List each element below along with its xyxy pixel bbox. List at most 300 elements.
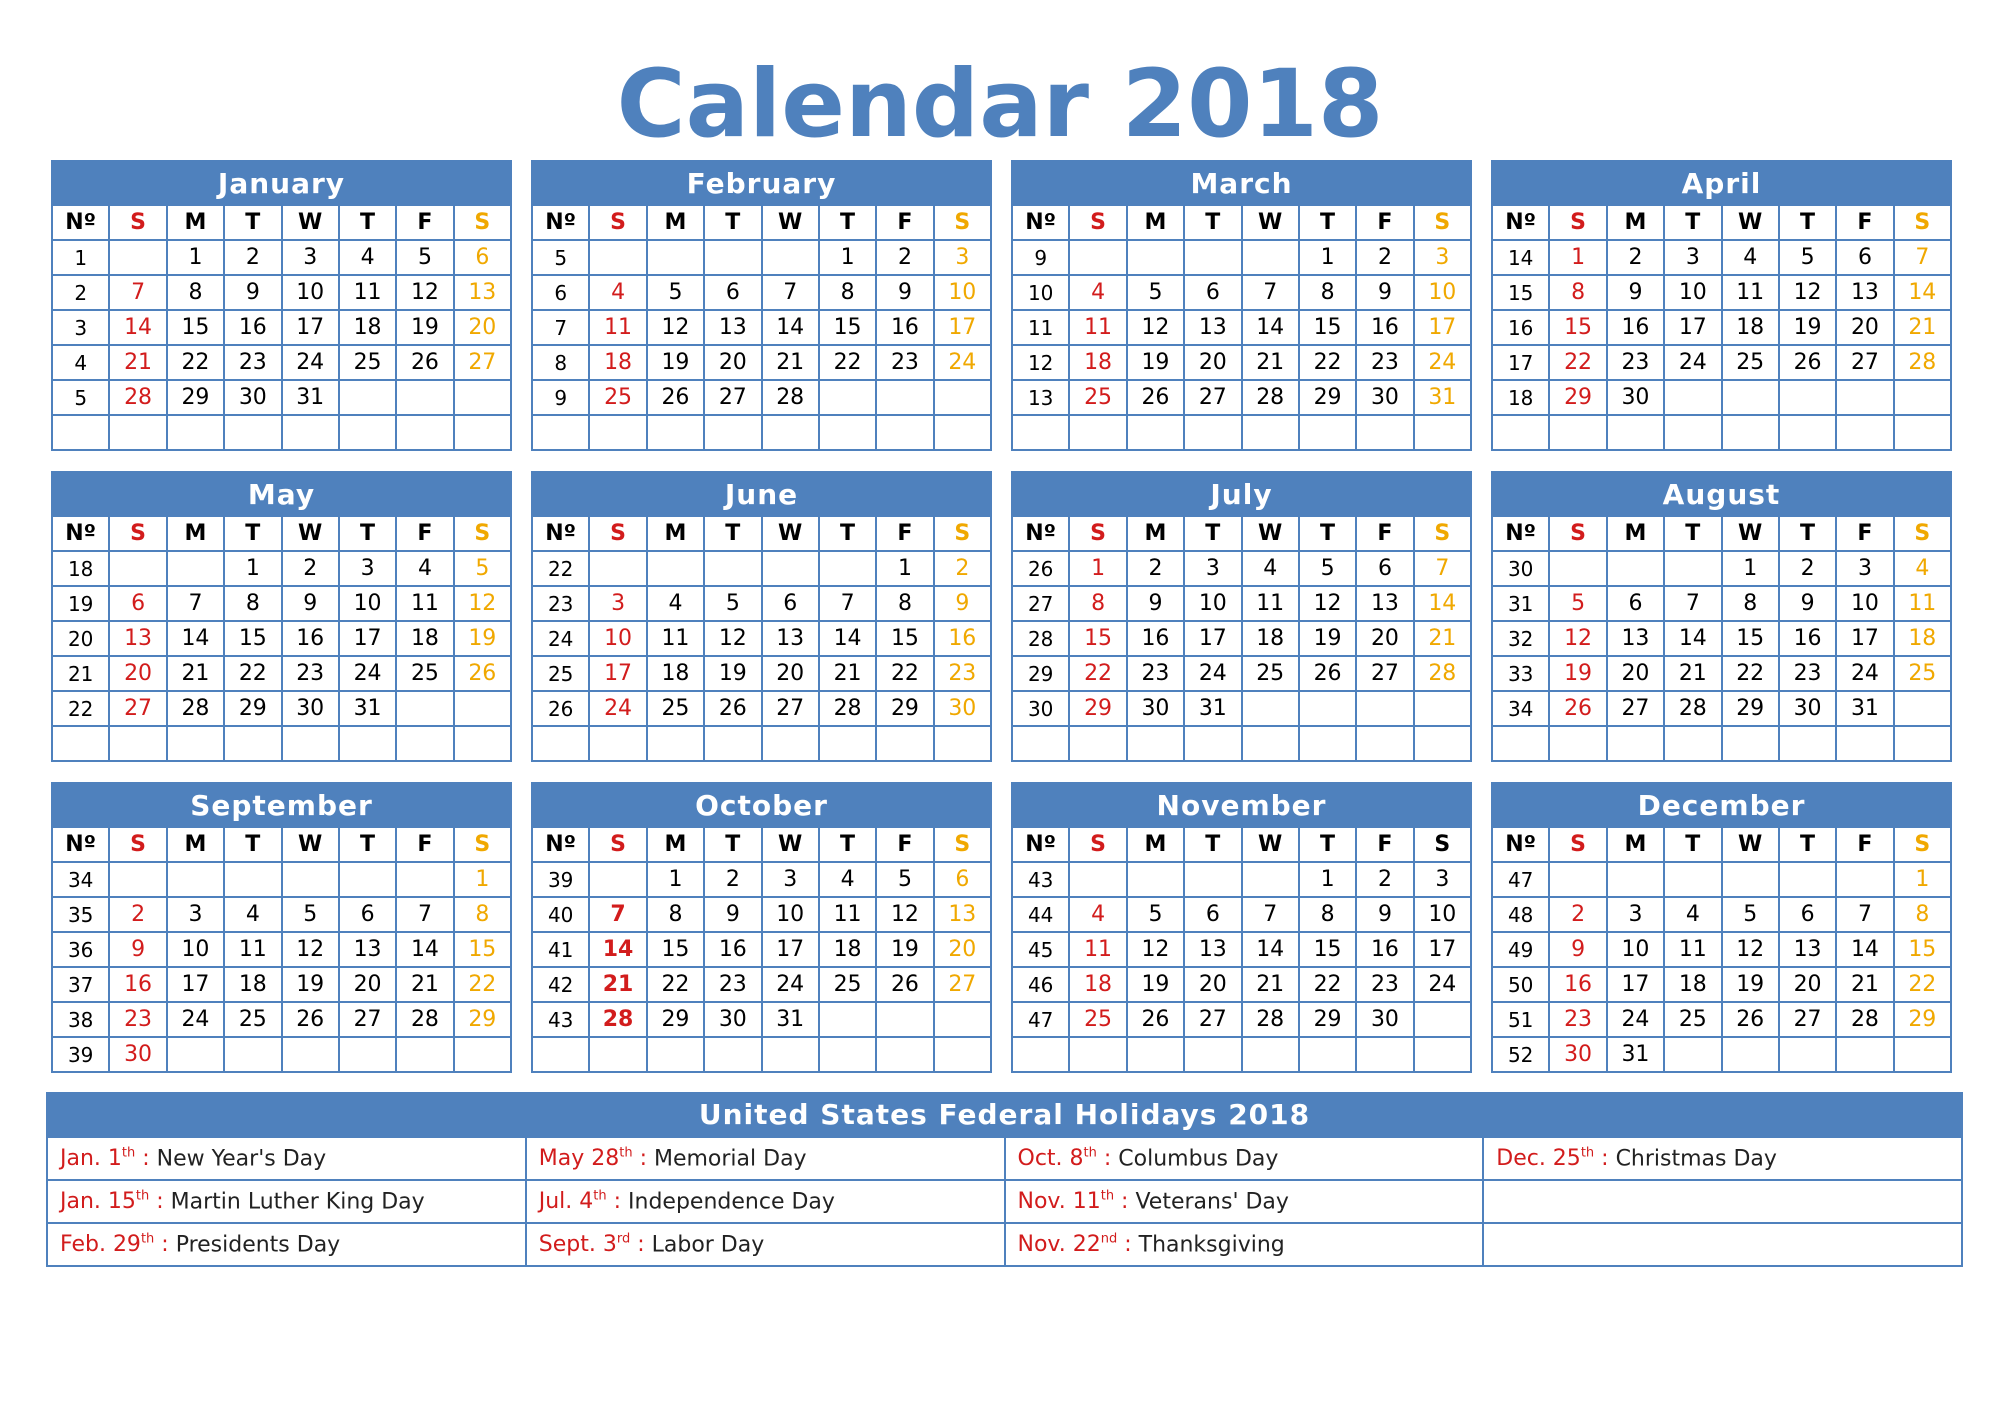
day-cell: 2: [1607, 240, 1664, 275]
weekday-header: T: [1184, 516, 1241, 551]
day-cell: 8: [167, 275, 224, 310]
day-cell: 5: [396, 240, 453, 275]
week-number: 52: [1492, 1037, 1549, 1072]
week-row: [1492, 586, 1951, 621]
day-cell: [589, 726, 646, 761]
day-cell: [1722, 726, 1779, 761]
month-table: [1491, 204, 1952, 451]
weekday-header: S: [109, 516, 166, 551]
day-cell: 13: [1779, 932, 1836, 967]
week-number: [532, 726, 589, 761]
month-august: [1491, 471, 1952, 762]
holiday-name: Independence Day: [628, 1189, 835, 1215]
day-cell: 10: [167, 932, 224, 967]
week-number: 16: [1492, 310, 1549, 345]
day-cell: 21: [167, 656, 224, 691]
week-number-header: Nº: [1012, 205, 1069, 240]
day-cell: 21: [589, 967, 646, 1002]
day-cell: 24: [1607, 1002, 1664, 1037]
weekday-header-row: [52, 205, 511, 240]
weekday-header: T: [1184, 205, 1241, 240]
holiday-cell: [1005, 1223, 1484, 1266]
week-number: 15: [1492, 275, 1549, 310]
week-number: 43: [1012, 862, 1069, 897]
week-number: 45: [1012, 932, 1069, 967]
day-cell: 28: [819, 691, 876, 726]
day-cell: 30: [224, 380, 281, 415]
day-cell: 21: [1242, 345, 1299, 380]
day-cell: 4: [1069, 897, 1126, 932]
day-cell: [1607, 415, 1664, 450]
week-row: [532, 415, 991, 450]
day-cell: [1242, 691, 1299, 726]
holiday-date-text: Dec. 25: [1496, 1146, 1581, 1172]
day-cell: 12: [1722, 932, 1779, 967]
week-number: [1492, 415, 1549, 450]
week-row: [532, 586, 991, 621]
day-cell: [589, 862, 646, 897]
week-row: [1492, 862, 1951, 897]
day-cell: 15: [224, 621, 281, 656]
day-cell: [819, 551, 876, 586]
day-cell: [1184, 726, 1241, 761]
day-cell: [1356, 691, 1413, 726]
day-cell: 18: [339, 310, 396, 345]
week-number: 47: [1012, 1002, 1069, 1037]
week-number: 2: [52, 275, 109, 310]
month-name: March: [1011, 160, 1472, 204]
week-row: [532, 967, 991, 1002]
day-cell: 17: [1414, 310, 1471, 345]
holiday-row: [47, 1180, 1962, 1223]
day-cell: 24: [282, 345, 339, 380]
week-number: 49: [1492, 932, 1549, 967]
day-cell: 10: [934, 275, 991, 310]
day-cell: [339, 726, 396, 761]
holiday-date-text: Nov. 11: [1017, 1189, 1101, 1215]
day-cell: [647, 240, 704, 275]
day-cell: 20: [339, 967, 396, 1002]
day-cell: 4: [647, 586, 704, 621]
day-cell: [1722, 380, 1779, 415]
day-cell: 4: [589, 275, 646, 310]
week-row: [52, 862, 511, 897]
day-cell: [647, 1037, 704, 1072]
week-number: 26: [532, 691, 589, 726]
day-cell: [647, 551, 704, 586]
month-name: September: [51, 782, 512, 826]
day-cell: 11: [339, 275, 396, 310]
week-number: 6: [532, 275, 589, 310]
week-number: 11: [1012, 310, 1069, 345]
day-cell: 2: [1356, 862, 1413, 897]
week-row: [1492, 380, 1951, 415]
day-cell: 24: [167, 1002, 224, 1037]
day-cell: 27: [1607, 691, 1664, 726]
day-cell: 8: [1549, 275, 1606, 310]
week-row: [1012, 691, 1471, 726]
week-number: [1492, 726, 1549, 761]
day-cell: 3: [339, 551, 396, 586]
day-cell: 31: [1414, 380, 1471, 415]
weekday-header: M: [1607, 827, 1664, 862]
weekday-header: T: [1779, 516, 1836, 551]
day-cell: 2: [1549, 897, 1606, 932]
day-cell: 9: [282, 586, 339, 621]
holiday-date-text: Nov. 22: [1017, 1232, 1101, 1258]
day-cell: 17: [1184, 621, 1241, 656]
day-cell: 4: [819, 862, 876, 897]
weekday-header: F: [396, 205, 453, 240]
day-cell: 7: [396, 897, 453, 932]
week-row: [1492, 1002, 1951, 1037]
week-row: [1492, 275, 1951, 310]
day-cell: 16: [1549, 967, 1606, 1002]
weekday-header: W: [1722, 205, 1779, 240]
day-cell: 11: [1069, 310, 1126, 345]
weekday-header: S: [1549, 205, 1606, 240]
day-cell: 19: [1127, 967, 1184, 1002]
week-row: [532, 691, 991, 726]
day-cell: 18: [819, 932, 876, 967]
holiday-date-text: Oct. 8: [1017, 1146, 1084, 1172]
day-cell: 9: [109, 932, 166, 967]
day-cell: 22: [224, 656, 281, 691]
day-cell: [1069, 862, 1126, 897]
day-cell: 24: [1414, 345, 1471, 380]
day-cell: [647, 726, 704, 761]
week-row: [532, 345, 991, 380]
day-cell: 26: [876, 967, 933, 1002]
day-cell: 17: [282, 310, 339, 345]
week-row: [1492, 967, 1951, 1002]
weekday-header-row: [52, 827, 511, 862]
holiday-date-suffix: th: [121, 1145, 136, 1161]
day-cell: 19: [647, 345, 704, 380]
day-cell: [704, 240, 761, 275]
day-cell: [1127, 862, 1184, 897]
week-number: 26: [1012, 551, 1069, 586]
day-cell: [396, 1037, 453, 1072]
day-cell: 6: [339, 897, 396, 932]
month-september: [51, 782, 512, 1073]
holiday-name: Veterans' Day: [1135, 1189, 1289, 1215]
holiday-date: Jan. 1th :: [60, 1145, 157, 1172]
holiday-cell: [526, 1137, 1005, 1180]
day-cell: [647, 415, 704, 450]
month-april: [1491, 160, 1952, 451]
day-cell: [934, 726, 991, 761]
week-number: 40: [532, 897, 589, 932]
month-name: December: [1491, 782, 1952, 826]
day-cell: [1414, 415, 1471, 450]
day-cell: [282, 415, 339, 450]
day-cell: [1664, 1037, 1721, 1072]
day-cell: 26: [1127, 380, 1184, 415]
day-cell: 24: [339, 656, 396, 691]
day-cell: 6: [109, 586, 166, 621]
day-cell: 3: [167, 897, 224, 932]
day-cell: [1299, 726, 1356, 761]
day-cell: 9: [1127, 586, 1184, 621]
weekday-header: S: [1894, 205, 1951, 240]
week-number: 18: [52, 551, 109, 586]
holiday-date: Dec. 25th :: [1496, 1145, 1616, 1172]
day-cell: 28: [1664, 691, 1721, 726]
day-cell: 7: [1242, 275, 1299, 310]
week-row: [52, 275, 511, 310]
month-name: August: [1491, 471, 1952, 515]
day-cell: [1894, 415, 1951, 450]
day-cell: [396, 691, 453, 726]
day-cell: 21: [1836, 967, 1893, 1002]
week-row: [1012, 415, 1471, 450]
day-cell: [1242, 415, 1299, 450]
day-cell: [1549, 551, 1606, 586]
weekday-header: T: [1779, 827, 1836, 862]
day-cell: 25: [1069, 1002, 1126, 1037]
day-cell: 3: [1664, 240, 1721, 275]
month-table: [51, 204, 512, 451]
day-cell: 15: [1894, 932, 1951, 967]
day-cell: [1779, 380, 1836, 415]
day-cell: 12: [282, 932, 339, 967]
weekday-header: S: [934, 205, 991, 240]
week-row: [52, 967, 511, 1002]
weekday-header: M: [167, 516, 224, 551]
month-table: [1011, 826, 1472, 1073]
holiday-date-suffix: nd: [1100, 1231, 1118, 1247]
day-cell: [704, 726, 761, 761]
month-name: April: [1491, 160, 1952, 204]
day-cell: 22: [454, 967, 511, 1002]
week-number: 22: [52, 691, 109, 726]
day-cell: 8: [1299, 275, 1356, 310]
day-cell: 13: [1184, 310, 1241, 345]
holiday-date: Sept. 3rd :: [538, 1231, 652, 1258]
day-cell: [934, 1002, 991, 1037]
day-cell: 5: [1779, 240, 1836, 275]
day-cell: 15: [1722, 621, 1779, 656]
holiday-name: Presidents Day: [175, 1232, 341, 1258]
day-cell: 28: [589, 1002, 646, 1037]
day-cell: [339, 380, 396, 415]
day-cell: 21: [819, 656, 876, 691]
week-row: [1492, 691, 1951, 726]
day-cell: 19: [282, 967, 339, 1002]
holiday-cell: [526, 1180, 1005, 1223]
day-cell: 8: [1722, 586, 1779, 621]
month-july: [1011, 471, 1472, 762]
weekday-header: W: [282, 516, 339, 551]
day-cell: [819, 1002, 876, 1037]
month-march: [1011, 160, 1472, 451]
day-cell: 12: [647, 310, 704, 345]
week-row: [532, 932, 991, 967]
day-cell: 19: [876, 932, 933, 967]
day-cell: [1069, 240, 1126, 275]
week-number: 39: [532, 862, 589, 897]
day-cell: 15: [1299, 310, 1356, 345]
day-cell: 14: [1836, 932, 1893, 967]
weekday-header: M: [647, 205, 704, 240]
day-cell: 25: [1664, 1002, 1721, 1037]
weekday-header: S: [454, 827, 511, 862]
week-number: 34: [1492, 691, 1549, 726]
day-cell: 7: [1414, 551, 1471, 586]
day-cell: 18: [589, 345, 646, 380]
month-table: [1011, 204, 1472, 451]
weekday-header: W: [1242, 205, 1299, 240]
holiday-date: May 28th :: [538, 1145, 654, 1172]
day-cell: 23: [1356, 967, 1413, 1002]
day-cell: [167, 415, 224, 450]
week-number: 44: [1012, 897, 1069, 932]
week-number: 25: [532, 656, 589, 691]
month-name: October: [531, 782, 992, 826]
day-cell: 6: [1184, 897, 1241, 932]
day-cell: 13: [1356, 586, 1413, 621]
month-table: [531, 515, 992, 762]
weekday-header: S: [1069, 516, 1126, 551]
day-cell: [109, 726, 166, 761]
weekday-header: S: [1414, 516, 1471, 551]
day-cell: 28: [1414, 656, 1471, 691]
day-cell: 19: [1127, 345, 1184, 380]
week-number: 1: [52, 240, 109, 275]
day-cell: 31: [1607, 1037, 1664, 1072]
weekday-header: M: [167, 205, 224, 240]
day-cell: [876, 415, 933, 450]
day-cell: 5: [1549, 586, 1606, 621]
week-row: [1012, 656, 1471, 691]
day-cell: [819, 1037, 876, 1072]
day-cell: 27: [934, 967, 991, 1002]
weekday-header: T: [704, 205, 761, 240]
day-cell: 16: [1127, 621, 1184, 656]
day-cell: [454, 1037, 511, 1072]
week-number: 9: [1012, 240, 1069, 275]
day-cell: 10: [589, 621, 646, 656]
day-cell: 27: [1356, 656, 1413, 691]
day-cell: 2: [1356, 240, 1413, 275]
week-row: [1012, 932, 1471, 967]
day-cell: 23: [1127, 656, 1184, 691]
day-cell: 11: [589, 310, 646, 345]
day-cell: [1664, 415, 1721, 450]
day-cell: 18: [647, 656, 704, 691]
day-cell: 14: [1242, 310, 1299, 345]
day-cell: 6: [1779, 897, 1836, 932]
day-cell: 25: [589, 380, 646, 415]
day-cell: 17: [339, 621, 396, 656]
day-cell: [876, 1002, 933, 1037]
week-row: [1492, 551, 1951, 586]
day-cell: 1: [454, 862, 511, 897]
week-number: 46: [1012, 967, 1069, 1002]
day-cell: 2: [934, 551, 991, 586]
day-cell: 1: [224, 551, 281, 586]
day-cell: [1664, 862, 1721, 897]
month-june: [531, 471, 992, 762]
day-cell: 7: [1836, 897, 1893, 932]
day-cell: 28: [1836, 1002, 1893, 1037]
day-cell: 9: [704, 897, 761, 932]
day-cell: 4: [1664, 897, 1721, 932]
week-row: [1492, 932, 1951, 967]
week-row: [52, 415, 511, 450]
day-cell: 31: [339, 691, 396, 726]
weekday-header: T: [704, 516, 761, 551]
day-cell: 16: [934, 621, 991, 656]
day-cell: 19: [1549, 656, 1606, 691]
day-cell: [876, 726, 933, 761]
day-cell: 28: [396, 1002, 453, 1037]
day-cell: 8: [1299, 897, 1356, 932]
day-cell: 6: [704, 275, 761, 310]
day-cell: 25: [819, 967, 876, 1002]
day-cell: [1356, 726, 1413, 761]
day-cell: 5: [1127, 275, 1184, 310]
holiday-date-text: Jan. 15: [60, 1189, 136, 1215]
day-cell: 24: [1664, 345, 1721, 380]
day-cell: 21: [1242, 967, 1299, 1002]
day-cell: 16: [704, 932, 761, 967]
day-cell: 15: [1549, 310, 1606, 345]
holiday-cell: [47, 1180, 526, 1223]
week-number: 42: [532, 967, 589, 1002]
week-number-header: Nº: [52, 827, 109, 862]
day-cell: 19: [1779, 310, 1836, 345]
day-cell: 20: [1779, 967, 1836, 1002]
weekday-header: W: [1242, 516, 1299, 551]
holiday-name: Martin Luther King Day: [170, 1189, 425, 1215]
week-row: [532, 621, 991, 656]
day-cell: 26: [396, 345, 453, 380]
day-cell: 9: [876, 275, 933, 310]
weekday-header: S: [934, 516, 991, 551]
day-cell: 1: [1722, 551, 1779, 586]
week-number: 8: [532, 345, 589, 380]
week-number-header: Nº: [532, 827, 589, 862]
week-row: [532, 897, 991, 932]
holiday-date-suffix: th: [1083, 1145, 1097, 1161]
day-cell: 28: [1894, 345, 1951, 380]
week-number: 24: [532, 621, 589, 656]
day-cell: 25: [1069, 380, 1126, 415]
day-cell: 14: [167, 621, 224, 656]
weekday-header: F: [396, 827, 453, 862]
day-cell: 18: [1664, 967, 1721, 1002]
day-cell: 2: [109, 897, 166, 932]
day-cell: 18: [1069, 967, 1126, 1002]
day-cell: 15: [454, 932, 511, 967]
day-cell: 23: [704, 967, 761, 1002]
week-number: 22: [532, 551, 589, 586]
weekday-header: S: [1549, 516, 1606, 551]
day-cell: 7: [167, 586, 224, 621]
day-cell: [454, 415, 511, 450]
week-row: [1492, 240, 1951, 275]
day-cell: 3: [1836, 551, 1893, 586]
weekday-header: S: [1414, 827, 1471, 862]
holiday-name: New Year's Day: [156, 1146, 327, 1172]
weekday-header-row: [532, 827, 991, 862]
day-cell: 26: [1127, 1002, 1184, 1037]
months-grid: [51, 160, 1937, 1073]
month-table: [531, 826, 992, 1073]
weekday-header: S: [454, 205, 511, 240]
